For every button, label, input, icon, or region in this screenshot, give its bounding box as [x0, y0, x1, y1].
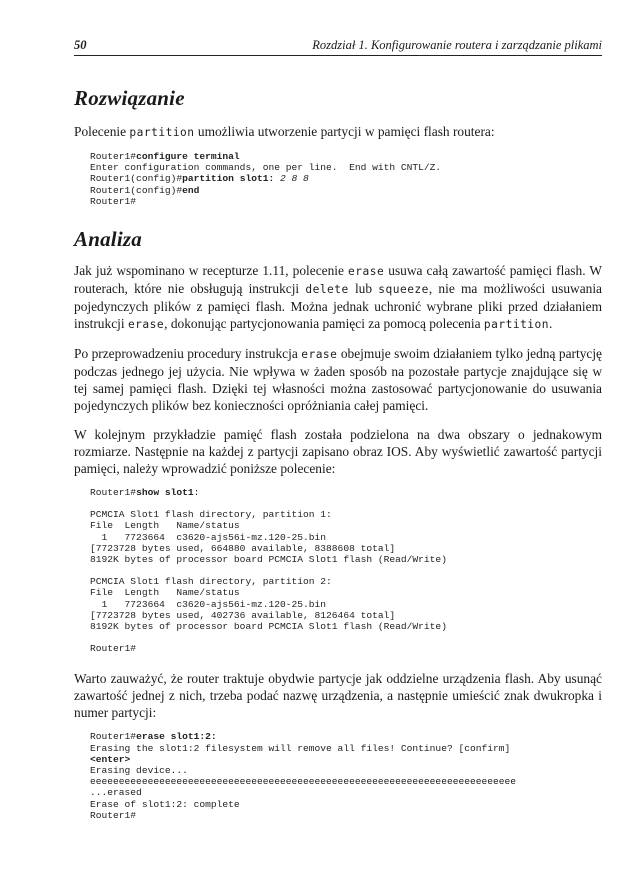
solution-intro: Polecenie partition umożliwia utworzenie partycji w pamięci flash routera:	[74, 124, 495, 139]
analysis-paragraph-3: W kolejnym przykładzie pamięć flash została podzielona na dwa obszary o jednakowym rozmiarze. Następnie na każdej z partycji zapisano obraz IOS. Aby wyświetlić zawartość partycji pamięci, należy wprowadzić poniższe polecenie:	[74, 427, 602, 477]
running-header	[74, 38, 602, 56]
analysis-paragraph-1: Jak już wspominano w recepturze 1.11, polecenie erase usuwa całą zawartość pamięci flash. W routerach, które nie obsługują instrukcji delete lub squeeze, nie ma możliwości usuwania pojedynczych plików z pamięci flash. Można jednak uchronić wybrane pliki przed działaniem instrukcji erase, dokonując partycjonowania pamięci za pomocą polecenia partition.	[74, 263, 603, 332]
section-heading-analysis: Analiza	[74, 227, 142, 252]
analysis-paragraph-2: Po przeprowadzeniu procedury instrukcja erase obejmuje swoim działaniem tylko jedną partycję podczas jednego jej użycia. Nie wpływa w żaden sposób na pozostałe partycje znajdujące się w tej samej pamięci flash. Dzięki tej własności można zastosować partycjonowanie do usuwania pojedynczych plików bez konieczności opróżniania całej pamięci.	[74, 346, 603, 414]
section-heading-solution: Rozwiązanie	[74, 86, 185, 110]
code-block-erase: Router1#erase slot1:2: Erasing the slot1:2 filesystem will remove all files! Continue? [confirm] <enter> Erasing device... eeeeeeeeeeeeeeeeeeeeeeeeeeeeeeeeeeeeeeeeeeeeeeeeeeeeeeeeeeeeeeeeeeeeeeeeee ...erased Erase of slot1:2: complete Router1#	[90, 731, 517, 821]
inline-code: partition	[129, 126, 195, 139]
book-page	[74, 38, 602, 821]
running-title: Rozdział 1. Konfigurowanie routera i zarządzanie plikami	[312, 38, 602, 52]
code-block-partition: Router1#configure terminal Enter configuration commands, one per line. End with CNTL/Z. Router1(config)#partition slot1: 2 8 8 Router1(config)#end Router1#	[90, 151, 442, 207]
page-number: 50	[74, 38, 87, 52]
code-block-show-slot: Router1#show slot1: PCMCIA Slot1 flash directory, partition 1: File Length Name/status 1 7723664 c3620-ajs56i-mz.120-25.bin [7723728 bytes used, 664880 available, 8388608 total] 8192K bytes of processor board PCMCIA Slot1 flash (Read/Write) PCMCIA Slot1 flash directory, partition 2: File Length Name/status 1 7723664 c3620-ajs56i-mz.120-25.bin [7723728 bytes used, 402736 available, 8126464 total] 8192K bytes of processor board PCMCIA Slot1 flash (Read/Write) Router1#	[90, 487, 447, 655]
analysis-paragraph-4: Warto zauważyć, że router traktuje obydwie partycje jak oddzielne urządzenia flash. Aby usunąć zawartość jednej z nich, trzeba podać nazwę urządzenia, a następnie umieścić znak dwukropka i numer partycji:	[74, 671, 602, 721]
